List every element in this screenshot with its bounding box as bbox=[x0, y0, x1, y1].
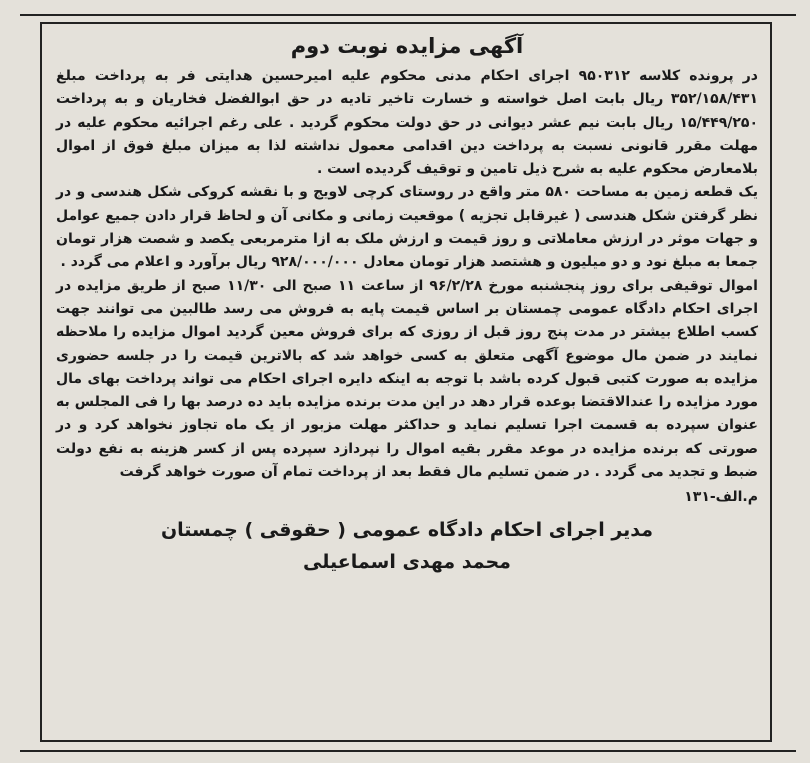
notice-title: آگهی مزایده نوبت دوم bbox=[290, 34, 524, 58]
notice-content bbox=[56, 32, 758, 578]
top-border-rule bbox=[20, 0, 796, 16]
bottom-border-rule bbox=[20, 750, 796, 763]
notice-reference-number: م.الف-۱۳۱ bbox=[684, 489, 758, 506]
signature-name: محمد مهدی اسماعیلی bbox=[303, 551, 511, 574]
signature-title: مدیر اجرای احکام دادگاه عمومی ( حقوقی ) چمستان bbox=[160, 519, 654, 542]
notice-paragraph-case: در پرونده کلاسه ۹۵۰۳۱۲ اجرای احکام مدنی محکوم علیه امیرحسین هدایتی فر به پرداخت مبلغ ۳۵۲/۱۵۸/۴۳۱ ریال بابت اصل خواسته و خسارت تاخیر تادیه در حق ابوالفضل فخاریان و به پرداخت ۱۵/۴۴۹/۲۵۰ ریال بابت نیم عشر دیوانی در حق دولت محکوم گردید . علی رغم اجرائیه محکوم علیه در مهلت مقرر قانونی نسبت به پرداخت دین اقدامی معمول نداشته لذا به میزان مبلغ فوق از اموال بلامعارض محکوم علیه به شرح ذیل تامین و توقیف گردیده است . bbox=[56, 68, 758, 178]
notice-paragraph-auction-terms: اموال توقیفی برای روز پنجشنبه مورخ ۹۶/۲/۲۸ از ساعت ۱۱ صبح الی ۱۱/۳۰ صبح از طریق مزایده در اجرای احکام دادگاه عمومی چمستان بر اساس قیمت پایه به فروش می رسد طالبین می توانند جهت کسب اطلاع بیشتر در مدت پنج روز قبل از روزی که برای فروش معین گردید اموال مزایده را ملاحظه نمایند در ضمن مال موضوع آگهی متعلق به کسی خواهد شد که بالاترین قیمت را در جلسه حضوری مزایده به صورت کتبی قبول کرده باشد با توجه به اینکه دایره اجرای احکام می تواند پرداخت بهای مال مورد مزایده را عندالاقتضا بوعده قرار دهد در این مدت برنده مزایده باید ده درصد بها را فی المجلس به عنوان سپرده به قسمت اجرا تسلیم نماید و حداکثر مهلت مزبور از یک ماه تجاوز نخواهد کرد و در صورتی که برنده مزایده در موعد مقرر بقیه اموال را نپردازد سپرده پس از کسر هزینه به نفع دولت ضبط و تجدید می گردد . در ضمن تسلیم مال فقط بعد از پرداخت تمام آن صورت خواهد گرفت bbox=[56, 277, 758, 481]
notice-paragraph-property: یک قطعه زمین به مساحت ۵۸۰ متر واقع در روستای کرچی لاویج و با نقشه کروکی شکل هندسی و در نظر گرفتن شکل هندسی ( غیرقابل تجزیه ) موقعیت زمانی و مکانی آن و لحاظ قرار دادن جمیع عوامل و جهات موثر در ارزش معاملاتی و روز قیمت و ارزش ملک به ازا مترمربعی یکصد و شصت هزار تومان جمعا به مبلغ نود و دو میلیون و هشتصد هزار تومان معادل ۹۲۸/۰۰۰/۰۰۰ ریال برآورد و اعلام می گردد . bbox=[56, 184, 759, 271]
